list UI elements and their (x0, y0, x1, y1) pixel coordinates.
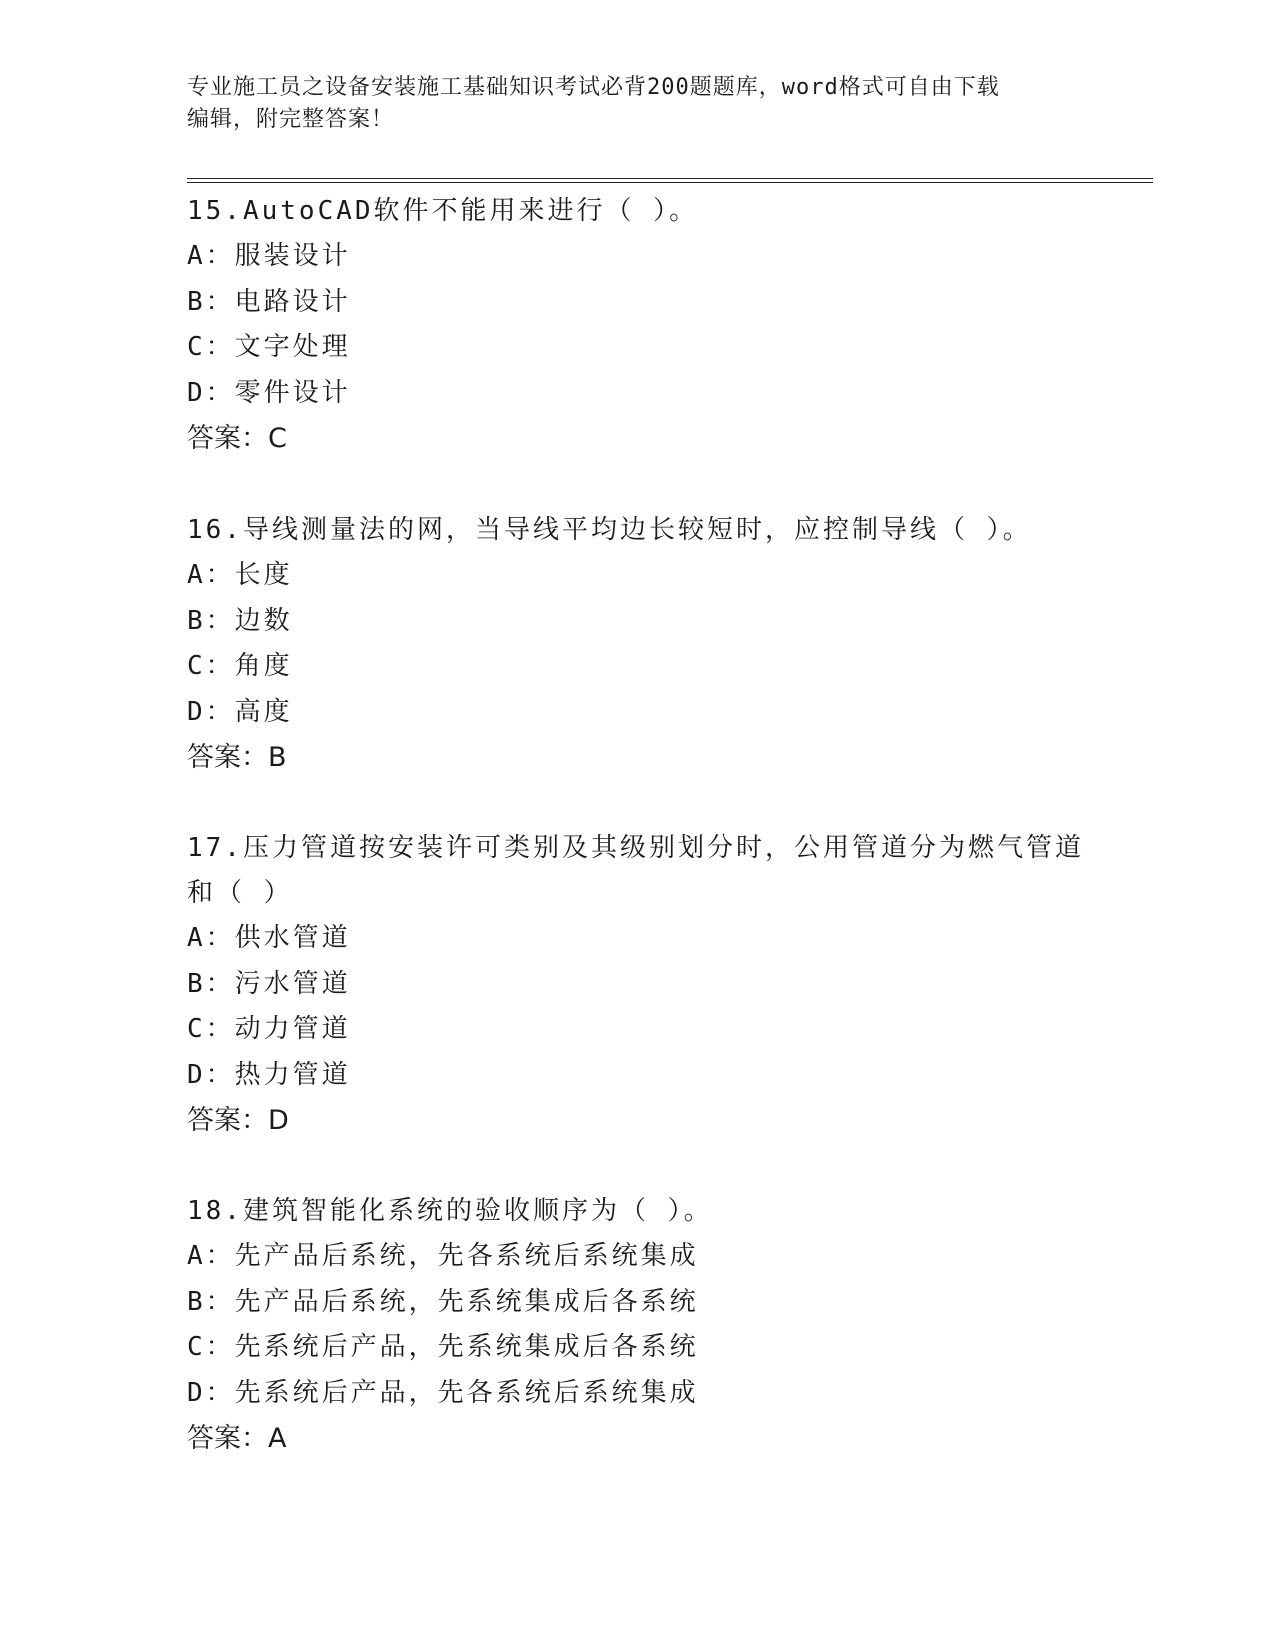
question-stem: 15.AutoCAD软件不能用来进行（ ）。 (187, 196, 699, 226)
option-b: B：污水管道 (187, 968, 351, 999)
header-line-1: 专业施工员之设备安装施工基础知识考试必背200题题库，word格式可自由下载 (187, 75, 1000, 100)
option-d: D：先系统后产品，先各系统后系统集成 (187, 1377, 699, 1408)
option-b: B：电路设计 (187, 286, 351, 317)
option-d: D：热力管道 (187, 1059, 351, 1090)
question-16 (187, 508, 1087, 780)
question-17 (187, 826, 1087, 1143)
question-stem-line-1: 17.压力管道按安装许可类别及其级别划分时，公用管道分为燃气管道 (187, 833, 1084, 863)
option-a: A：供水管道 (187, 923, 351, 953)
option-d: D：高度 (187, 696, 293, 727)
option-c: C：角度 (187, 651, 293, 681)
question-stem-line-2: 和（ ） (187, 878, 293, 908)
answer-line: 答案：C (187, 423, 287, 454)
option-c: C：动力管道 (187, 1014, 351, 1044)
option-b: B：边数 (187, 605, 293, 636)
header-divider-bottom (187, 182, 1153, 183)
option-a: A：先产品后系统，先各系统后系统集成 (187, 1241, 699, 1271)
option-a: A：服装设计 (187, 241, 351, 271)
question-15 (187, 189, 1087, 461)
document-header (187, 72, 1087, 136)
option-a: A：长度 (187, 560, 293, 590)
question-stem: 18.建筑智能化系统的验收顺序为（ ）。 (187, 1196, 713, 1226)
option-b: B：先产品后系统，先系统集成后各系统 (187, 1286, 699, 1317)
option-c: C：先系统后产品，先系统集成后各系统 (187, 1332, 699, 1362)
answer-line: 答案：A (187, 1423, 287, 1454)
question-stem: 16.导线测量法的网，当导线平均边长较短时，应控制导线（ ）。 (187, 515, 1032, 545)
header-divider-top (187, 178, 1153, 179)
option-c: C：文字处理 (187, 332, 351, 362)
answer-line: 答案：D (187, 1105, 289, 1136)
header-line-2: 编辑，附完整答案！ (187, 107, 395, 132)
option-d: D：零件设计 (187, 377, 351, 408)
answer-line: 答案：B (187, 742, 287, 773)
question-18 (187, 1189, 1087, 1461)
